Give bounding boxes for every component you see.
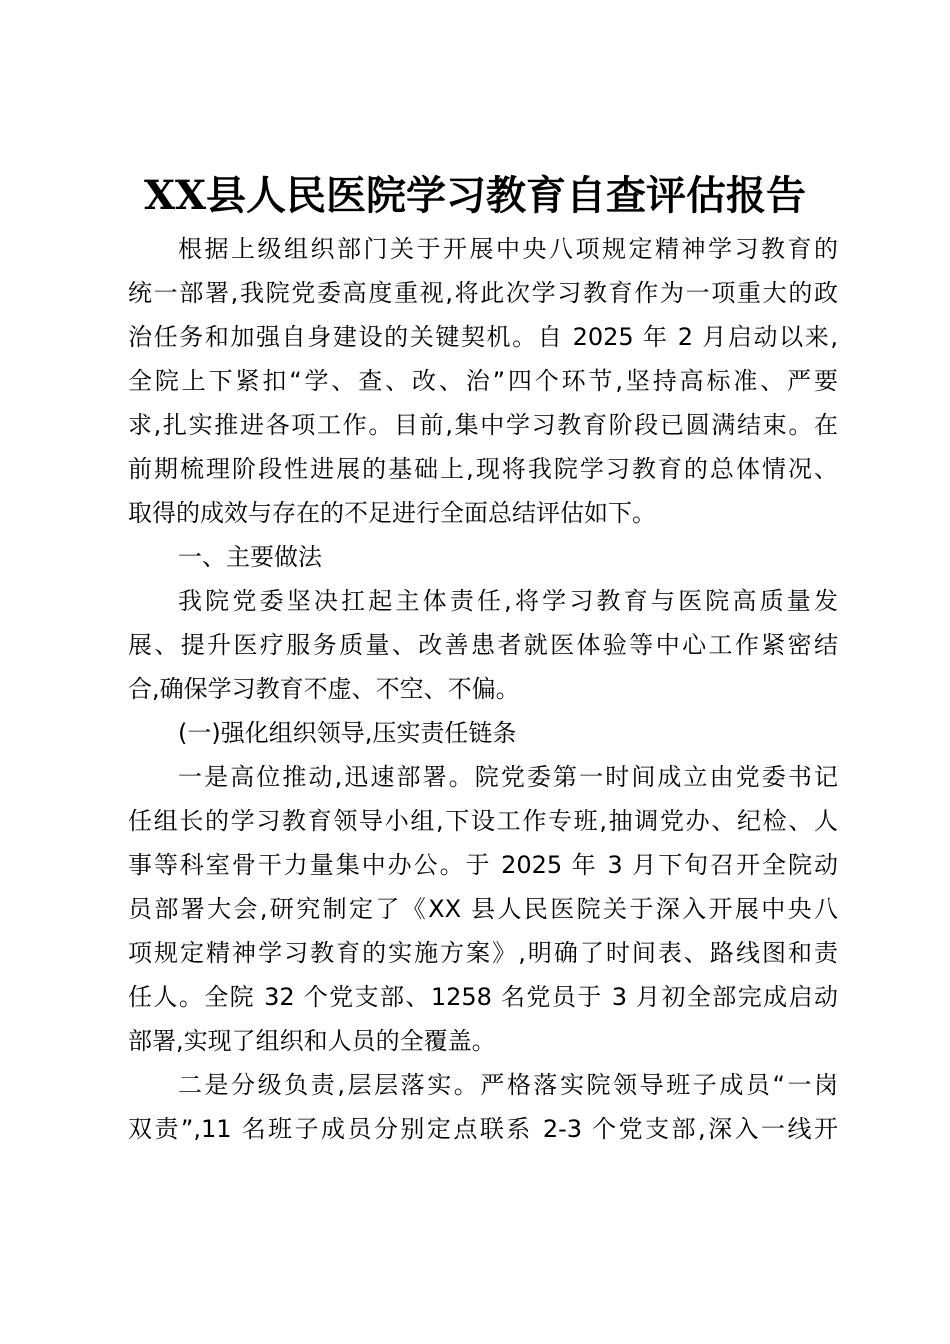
text-line: 一是高位推动,迅速部署。院党委第一时间成立由党委书记 xyxy=(178,763,838,791)
text-line: 部署,实现了组织和人员的全覆盖。 xyxy=(128,1027,496,1055)
text-line: 取得的成效与存在的不足进行全面总结评估如下。 xyxy=(128,499,656,527)
text-line: 展、提升医疗服务质量、改善患者就医体验等中心工作紧密结 xyxy=(128,631,838,659)
text-line: (一)强化组织领导,压实责任链条 xyxy=(178,719,517,747)
text-line: 我院党委坚决扛起主体责任,将学习教育与医院高质量发 xyxy=(178,587,838,615)
text-line: 前期梳理阶段性进展的基础上,现将我院学习教育的总体情况、 xyxy=(128,455,838,483)
text-line: 根据上级组织部门关于开展中央八项规定精神学习教育的 xyxy=(178,235,838,263)
text-line: 一、主要做法 xyxy=(178,543,322,571)
text-line: 求,扎实推进各项工作。目前,集中学习教育阶段已圆满结束。在 xyxy=(128,411,838,439)
text-line: 员部署大会,研究制定了《XX 县人民医院关于深入开展中央八 xyxy=(128,895,838,923)
text-line: 任组长的学习教育领导小组,下设工作专班,抽调党办、纪检、人 xyxy=(128,807,838,835)
text-line: 二是分级负责,层层落实。严格落实院领导班子成员“一岗 xyxy=(178,1071,838,1099)
text-line: 项规定精神学习教育的实施方案》,明确了时间表、路线图和责 xyxy=(128,939,838,967)
text-line: 事等科室骨干力量集中办公。于 2025 年 3 月下旬召开全院动 xyxy=(128,851,838,879)
text-line: 任人。全院 32 个党支部、1258 名党员于 3 月初全部完成启动 xyxy=(128,983,838,1011)
text-line: 双责”,11 名班子成员分别定点联系 2-3 个党支部,深入一线开 xyxy=(128,1115,838,1143)
text-line: 合,确保学习教育不虚、不空、不偏。 xyxy=(128,675,520,703)
text-line: 统一部署,我院党委高度重视,将此次学习教育作为一项重大的政 xyxy=(128,279,838,307)
document-body xyxy=(128,227,838,1151)
text-line: 全院上下紧扣“学、查、改、治”四个环节,坚持高标准、严要 xyxy=(128,367,838,395)
document-title: XX县人民医院学习教育自查评估报告 xyxy=(143,172,807,219)
text-line: 治任务和加强自身建设的关键契机。自 2025 年 2 月启动以来, xyxy=(128,323,838,351)
